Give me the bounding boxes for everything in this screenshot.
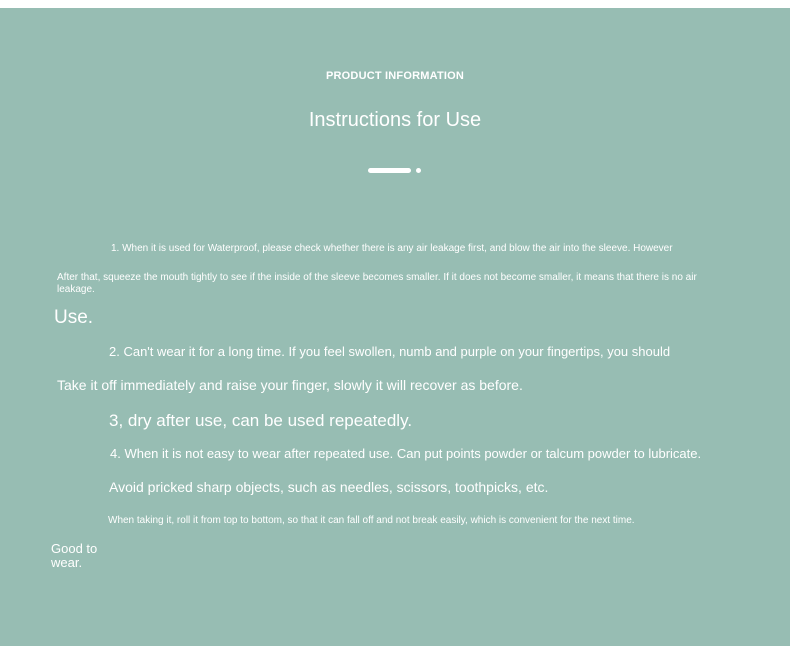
instruction-line-4: 2. Can't wear it for a long time. If you feel swollen, numb and purple on your fingertips, you should: [109, 344, 671, 359]
instruction-line-1: 1. When it is used for Waterproof, please check whether there is any air leakage first, and blow the air into the sleeve. However: [111, 243, 673, 254]
indicator-dot: [416, 168, 421, 173]
instruction-line-5: Take it off immediately and raise your finger, slowly it will recover as before.: [57, 377, 523, 393]
section-kicker: PRODUCT INFORMATION: [325, 70, 465, 82]
instruction-line-10: Good to wear.: [51, 541, 98, 570]
product-info-panel: [0, 8, 790, 646]
instruction-line-6: 3, dry after use, can be used repeatedly.: [109, 411, 413, 430]
instruction-line-2: After that, squeeze the mouth tightly to see if the inside of the sleeve becomes smaller. If it does not become smaller, it means that there is no air leakage.: [57, 272, 697, 295]
page-title: Instructions for Use: [308, 109, 482, 131]
instruction-line-3: Use.: [54, 307, 94, 328]
indicator-active-dash: [368, 168, 411, 173]
instruction-line-7: 4. When it is not easy to wear after repeated use. Can put points powder or talcum powder to lubricate.: [110, 446, 702, 461]
instruction-line-9: When taking it, roll it from top to bottom, so that it can fall off and not break easily, which is convenient for the next time.: [108, 515, 635, 526]
instruction-line-8: Avoid pricked sharp objects, such as needles, scissors, toothpicks, etc.: [109, 479, 549, 495]
